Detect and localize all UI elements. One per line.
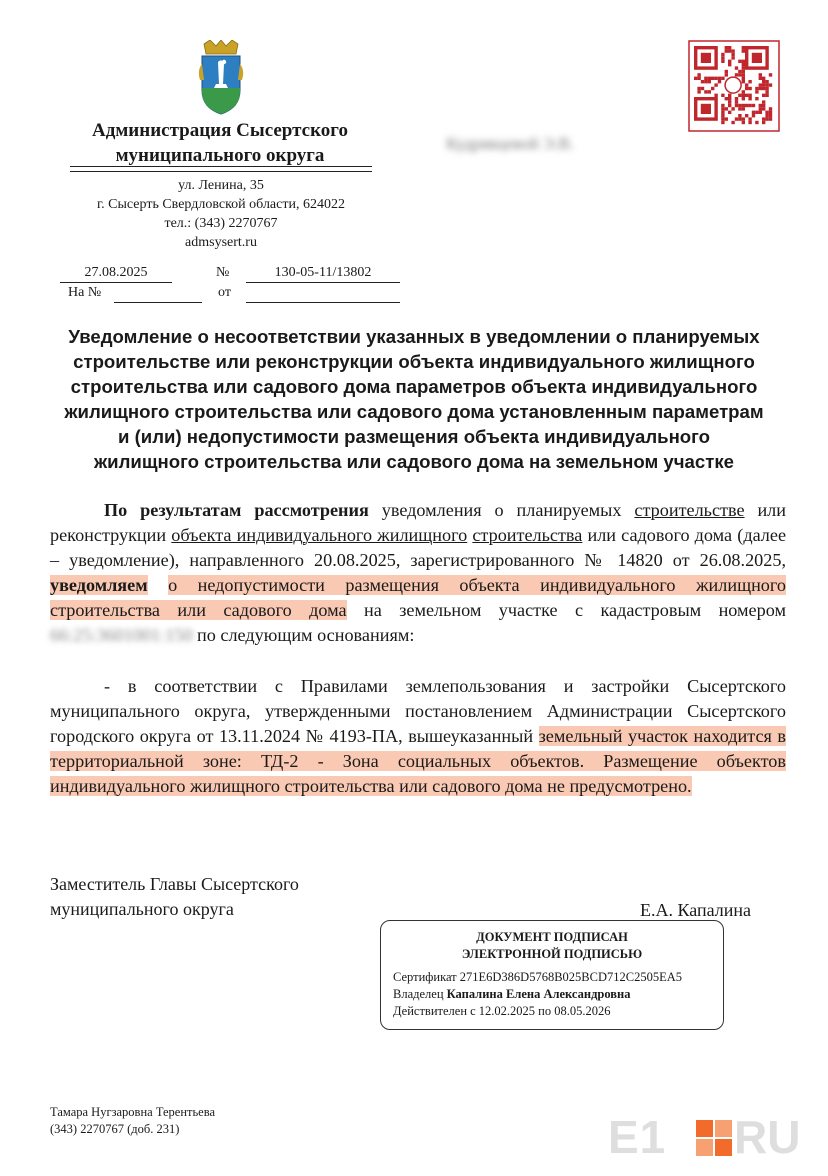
stamp-owner (381, 986, 723, 1003)
reference-number-label: На № (68, 285, 102, 300)
paragraph-text: или реконструкции (50, 500, 786, 545)
body-paragraph-2 (50, 674, 786, 799)
address-phone: тел.: (343) 2270767 (164, 216, 278, 231)
stamp-owner-label: Владелец (393, 987, 444, 1001)
paragraph-lead-bold: По результатам рассмотрения (104, 500, 369, 520)
underlined-text: строительства (472, 525, 583, 545)
stamp-certificate-value: 271E6D386D5768B025BCD712C2505EA5 (459, 970, 682, 984)
coat-of-arms-emblem (196, 40, 246, 116)
stamp-heading-line2: ЭЛЕКТРОННОЙ ПОДПИСЬЮ (461, 947, 643, 961)
watermark-orange-logo-icon (696, 1120, 732, 1156)
watermark-e1: E1 (608, 1111, 667, 1163)
signatory-position (50, 872, 299, 922)
organization-name-line1: Администрация Сысертского (92, 120, 348, 141)
paragraph-text: или садового дома (далее – уведомление), направленного 20.08.2025, зарегистрированного № 14820 от 26.08.2025, (50, 525, 787, 570)
title-line: строительства или садового дома параметров объекта индивидуального (70, 376, 758, 397)
paragraph-text: по следующим основаниям: (197, 625, 415, 645)
signatory-name: Е.А. Капалина (640, 900, 752, 920)
stamp-heading-line1: ДОКУМЕНТ ПОДПИСАН (476, 930, 628, 944)
title-line: Уведомление о несоответствии указанных в уведомлении о планируемых (68, 326, 760, 347)
header-rule (70, 166, 372, 167)
reference-date-label: от (218, 285, 231, 300)
organization-name (40, 118, 400, 168)
highlight-zone-reason: земельный участок находится в территориальной зоне: ТД-2 - Зона социальных объектов. Размещение объектов индивидуального жилищного строительства или садового дома не предусмотрено. (50, 726, 786, 796)
signatory-position-line1: Заместитель Главы Сысертского (50, 874, 299, 894)
body-paragraph-1 (50, 498, 786, 648)
title-line: и (или) недопустимости размещения объекта индивидуального (117, 426, 711, 447)
reference-date-blank (246, 284, 400, 303)
stamp-certificate-label: Сертификат (393, 970, 457, 984)
title-line: строительстве или реконструкции объекта индивидуального жилищного (73, 351, 755, 372)
organization-name-line2: муниципального округа (115, 145, 325, 166)
paragraph-text: уведомления о планируемых (381, 500, 622, 520)
registration-number-label: № (216, 265, 230, 280)
executor-name: Тамара Нугзаровна Терентьева (50, 1105, 216, 1119)
stamp-heading (381, 929, 723, 963)
paragraph-text: на земельном участке с кадастровым номером (363, 600, 786, 620)
title-line: жилищного строительства или садового дома установленным параметрам (64, 401, 764, 422)
executor-phone: (343) 2270767 (доб. 231) (50, 1122, 180, 1136)
paragraph-text: - в соответствии с Правилами землепользования и застройки Сысертского муниципального округа, утвержденными постановлением Администрации Сысертского городского округа от 13.11.2024 № 4193-ПА, вышеуказанный (50, 676, 786, 746)
qr-code (688, 40, 780, 132)
executor-info (50, 1104, 215, 1138)
organization-address (60, 176, 382, 252)
registration-date-row (60, 264, 172, 283)
highlight-notify: уведомляем (50, 575, 148, 595)
stamp-owner-value: Капалина Елена Александровна (446, 987, 631, 1001)
underlined-text: объекта индивидуального жилищного (171, 525, 468, 545)
signatory-position-line2: муниципального округа (50, 899, 234, 919)
registration-number: 130-05-11/13802 (246, 264, 400, 283)
address-city: г. Сысерть Свердловской области, 624022 (97, 197, 345, 212)
address-site: admsysert.ru (185, 235, 257, 250)
title-line: жилищного строительства или садового дома на земельном участке (94, 451, 734, 472)
reference-number-blank (114, 284, 202, 303)
address-street: ул. Ленина, 35 (178, 178, 264, 193)
registration-date: 27.08.2025 (60, 264, 172, 283)
stamp-validity: Действителен с 12.02.2025 по 08.05.2026 (393, 1004, 611, 1018)
watermark-ru: RU (734, 1111, 801, 1163)
recipient-name-redacted: Кудрявцевой Э.В. (446, 134, 574, 153)
cadastral-number-redacted: 66:25:3601001:150 (50, 625, 193, 645)
document-title (40, 324, 788, 474)
header-rule (70, 171, 372, 172)
underlined-text: строительстве (634, 500, 745, 520)
highlight-inadmissibility: о недопустимости размещения объекта индивидуального жилищного строительства или садового дома (50, 575, 786, 620)
stamp-certificate (381, 969, 723, 986)
electronic-signature-stamp (380, 920, 724, 1030)
